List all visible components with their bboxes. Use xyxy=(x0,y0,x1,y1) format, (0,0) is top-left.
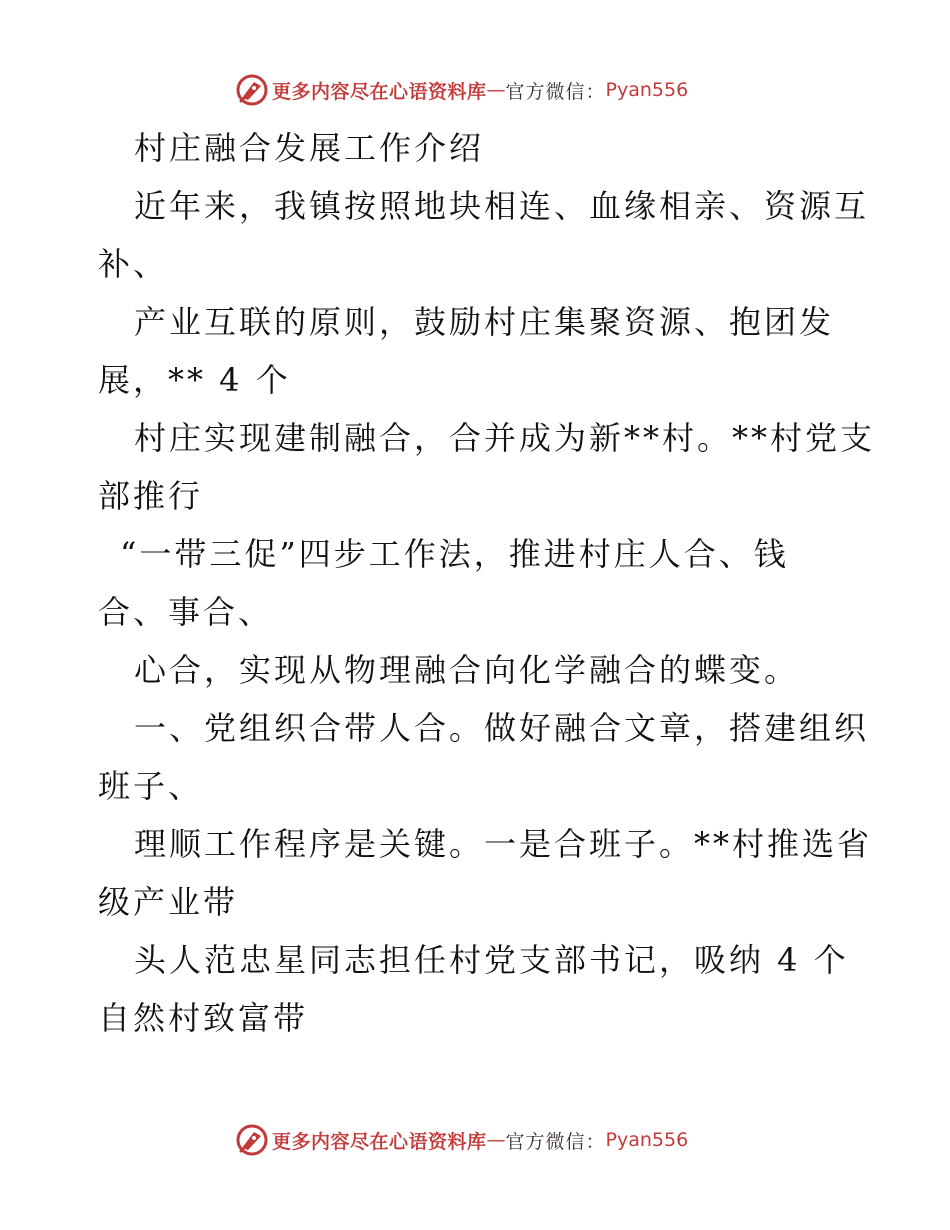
banner-official-label: 官方微信： xyxy=(505,80,606,103)
paragraph-line: 产业互联的原则，鼓励村庄集聚资源、抱团发 xyxy=(134,303,835,341)
paragraph-line: 头人范忠星同志担任村党支部书记，吸纳 4 个 xyxy=(134,941,849,979)
banner-account-id: Pyan556 xyxy=(605,79,689,101)
paragraph-line: 班子、 xyxy=(98,767,204,805)
document-title: 村庄融合发展工作介绍 xyxy=(134,129,485,167)
paragraph-line: 村庄实现建制融合，合并成为新**村。**村党支 xyxy=(134,419,876,457)
banner-account-id: Pyan556 xyxy=(605,1129,689,1151)
paragraph-line: 部推行 xyxy=(98,477,204,515)
section-heading-line: 一、党组织合带人合。做好融合文章，搭建组织 xyxy=(134,709,870,747)
footer-banner xyxy=(234,1120,688,1160)
paragraph-line: 补、 xyxy=(98,245,169,283)
pen-nib-logo-icon xyxy=(234,72,270,108)
banner-main-text: 更多内容尽在心语资料库 xyxy=(272,80,487,103)
banner-separator: — xyxy=(486,1129,506,1151)
pen-nib-logo-icon xyxy=(234,1122,270,1158)
paragraph-line: 心合，实现从物理融合向化学融合的蝶变。 xyxy=(134,651,800,689)
paragraph-line: 展，** 4 个 xyxy=(98,361,291,399)
paragraph-line: “一带三促”四步工作法，推进村庄人合、钱 xyxy=(120,535,789,573)
paragraph-line: 理顺工作程序是关键。一是合班子。**村推选省 xyxy=(134,825,873,863)
paragraph-line: 合、事合、 xyxy=(98,593,274,631)
banner-separator: — xyxy=(486,79,506,101)
paragraph-line: 自然村致富带 xyxy=(98,999,309,1037)
banner-official-label: 官方微信： xyxy=(505,1130,606,1153)
header-banner xyxy=(234,70,688,110)
paragraph-line: 近年来，我镇按照地块相连、血缘相亲、资源互 xyxy=(134,187,870,225)
paragraph-line: 级产业带 xyxy=(98,883,239,921)
banner-main-text: 更多内容尽在心语资料库 xyxy=(272,1130,487,1153)
